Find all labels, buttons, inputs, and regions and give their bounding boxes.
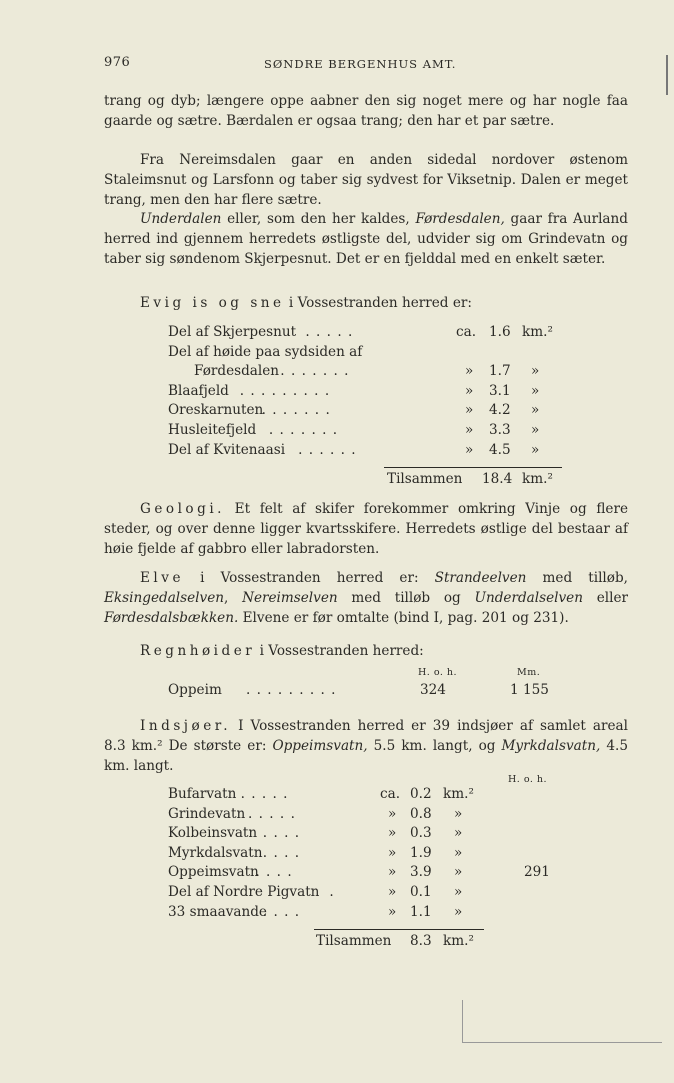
lakes-total-row [104,933,628,953]
geologi-text: Et felt af skifer forekommer omkring Vinje og flere steder, og over denne ligger kvartsskifere. Herredets østlige del bestaar af høie fjelde af gabbro eller labradorsten. [104,501,628,557]
lake-unit: » [454,883,463,900]
lake-unit: » [454,864,463,881]
lake-row [104,884,628,904]
snow-row-value: 1.7 [489,363,511,380]
lake-name: Kolbeinsvatn [168,825,258,842]
snow-row-prefix: » [465,402,474,419]
regn-station: Oppeim [168,682,222,698]
lake-row [104,825,628,845]
snow-row [104,363,628,383]
lake-value: 0.2 [410,786,432,802]
elve-t6: Elvene er før omtalte (bind I, pag. 201 og 231). [238,609,569,626]
lakes-col-hoh: H. o. h. [508,774,548,785]
lake-dots: . . . . [262,844,301,861]
snow-row-name: Del af Kvitenaasi [168,441,286,458]
regn-heading-rest: i Vossestranden herred: [255,643,424,659]
margin-rule-top [666,55,668,95]
snow-row-value: 3.1 [489,382,511,399]
lake-row [104,806,628,826]
snow-heading [104,294,628,314]
regn-hoh-value: 324 [420,682,446,698]
regn-heading [104,642,628,662]
lake-name: 33 smaavande [168,903,267,920]
geologi-heading: Geologi. [140,501,225,517]
snow-total-rule [384,467,562,468]
lake-name: Grindevatn [168,805,246,822]
elve-i3: Nereimselven [242,589,338,606]
lake-name: Myrkdalsvatn [168,844,263,861]
snow-row-dots: . . . . . . . [261,402,331,419]
page-header [104,55,628,75]
lake-hoh: 291 [524,864,550,881]
indsjoer-t2: 5.5 km. langt, og [367,737,502,754]
snow-row-unit: » [531,363,540,380]
elve-i5: Førdesdalsbækken. [104,609,239,626]
lake-dots: . . . . [255,864,293,881]
lakes-total-rule [314,929,484,930]
indsjoer-i1: Oppeimsvatn, [272,737,368,754]
margin-rule-bottom [462,1000,463,1042]
lake-dots: . . . . [262,903,301,920]
snow-row-name: Del af Skjerpesnut [168,324,297,340]
snow-row [104,344,628,364]
snow-total-label: Tilsammen [387,471,463,488]
lake-value: 1.9 [410,844,432,861]
lake-unit: » [454,825,463,842]
lake-row [104,904,628,924]
regn-heading-spaced: Regnhøider [140,643,256,659]
snow-row-value: 4.2 [489,402,511,419]
elve-t2: med tilløb, [526,570,628,586]
snow-row-unit: km.² [522,324,553,340]
italic-underdalen: Underdalen [140,211,222,227]
snow-row [104,442,628,462]
elve-t1: i Vossestranden herred er: [184,570,435,586]
snow-row-dots: . . . . . [305,324,354,340]
lake-dots: . . . . [262,825,301,842]
snow-row [104,422,628,442]
lakes-total-value: 8.3 [410,933,432,950]
snow-row-prefix: » [465,421,474,438]
elve-paragraph [104,569,628,628]
snow-total-unit: km.² [522,471,553,488]
indsjoer-heading: Indsjøer. [140,718,232,734]
lake-dots: . . . . . [248,805,296,822]
lake-name: Del af Nordre Pigvatn [168,883,320,900]
lake-value: 0.3 [410,825,432,842]
snow-row [104,402,628,422]
paragraph-2: Fra Nereimsdalen gaar en anden sidedal nordover østenom Staleimsnut og Larsfonn og taber sig sydvest for Viksetnip. Dalen er meget trang, men den har flere sætre. [104,152,628,208]
lake-row [104,786,628,806]
lake-dots: . . . . . [240,786,289,802]
indsjoer-i2: Myrkdalsvatn, [501,737,601,754]
lakes-table [104,786,628,953]
lake-prefix: » [388,844,397,861]
regn-col-mm: Mm. [517,667,541,678]
lake-prefix: » [388,883,397,900]
running-title: SØNDRE BERGENHUS AMT. [264,57,457,71]
snow-row-name: Husleitefjeld [168,421,257,438]
lake-prefix: » [388,805,397,822]
margin-rule-bottom-h [462,1042,662,1043]
lake-unit: » [454,844,463,861]
elve-i1: Strandeelven [434,570,527,586]
lake-value: 0.8 [410,805,432,822]
indsjoer-t1: I Vossestranden herred er 39 indsjøer af samlet areal 8.3 km.² De største er: [104,718,628,754]
lake-dots: . [329,883,335,900]
lake-prefix: ca. [380,786,401,802]
snow-total-value: 18.4 [482,471,513,488]
lake-row [104,864,628,884]
elve-t5: eller [582,589,628,606]
lake-value: 0.1 [410,883,432,900]
snow-row-dots: . . . . . . . . . [239,382,331,399]
snow-row-unit: » [531,382,540,399]
snow-row-name: Del af høide paa sydsiden af [168,343,363,360]
lakes-total-unit: km.² [443,933,474,950]
snow-heading-rest: i Vossestranden herred er: [284,295,472,311]
indsjoer-t3: 4.5 km. langt. [104,737,628,774]
snow-row [104,383,628,403]
lake-name: Bufarvatn [168,786,237,802]
snow-row-name: Førdesdalen [194,363,280,380]
lake-row [104,845,628,865]
snow-row [104,324,628,344]
snow-row-prefix: ca. [456,324,477,340]
snow-row-unit: » [531,402,540,419]
snow-row-unit: » [531,421,540,438]
elve-i2: Eksingedalselven [104,589,224,606]
snow-row-value: 3.3 [489,421,511,438]
snow-total-row [104,471,628,491]
lake-unit: » [454,903,463,920]
elve-t4: med tilløb og [337,589,475,606]
page-number: 976 [104,55,131,70]
snow-row-unit: » [531,441,540,458]
geologi-paragraph [104,500,628,559]
elve-heading: Elve [140,570,184,586]
snow-row-dots: . . . . . . . [280,363,350,380]
snow-row-value: 4.5 [489,441,511,458]
elve-i4: Underdalselven [474,589,583,606]
snow-row-dots: . . . . . . [298,441,357,458]
indsjoer-paragraph [104,717,628,776]
snow-row-prefix: » [465,363,474,380]
lake-name: Oppeimsvatn [168,864,259,881]
elve-t3: , [224,589,243,606]
italic-fordesdalen: Førdesdalen, [415,211,505,227]
snow-row-prefix: » [465,441,474,458]
regn-dots: . . . . . . . . . [246,682,337,698]
lake-unit: » [454,805,463,822]
regn-col-hoh: H. o. h. [418,667,458,678]
paragraph-1: trang og dyb; længere oppe aabner den sig noget mere og har nogle faa gaarde og sætre. Bærdalen er ogsaa trang; den har et par sætre. [104,93,628,129]
snow-row-dots: . . . . . . . [268,421,339,438]
paragraph-3 [104,210,628,269]
lake-value: 1.1 [410,903,432,920]
lake-prefix: » [388,864,397,881]
snow-row-prefix: » [465,382,474,399]
lake-prefix: » [388,825,397,842]
lake-value: 3.9 [410,864,432,881]
snow-heading-spaced: Evig is og sne [140,295,285,311]
paragraph-3-mid: eller, som den her kaldes, [221,211,416,227]
lakes-total-label: Tilsammen [316,933,392,950]
lake-unit: km.² [443,786,474,802]
regn-mm-value: 1 155 [510,682,549,698]
snow-row-name: Blaafjeld [168,382,229,399]
paragraph-3-rest: gaar fra Aurland herred ind gjennem herredets østligste del, udvider sig om Grindevatn og taber sig søndenom Skjerpesnut. Det er en fjelddal med en enkelt sæter. [104,211,628,267]
snow-table [104,324,628,491]
lake-prefix: » [388,903,397,920]
snow-row-name: Oreskarnuten [168,402,264,419]
snow-row-value: 1.6 [489,324,511,340]
